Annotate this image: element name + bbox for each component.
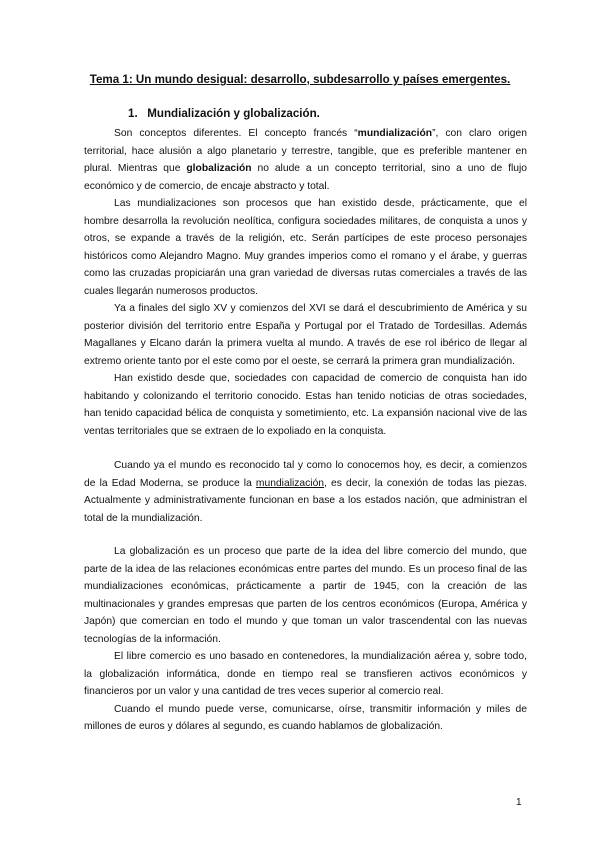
page-number: 1 — [516, 797, 522, 808]
term-globalizacion: globalización — [186, 163, 252, 174]
paragraph-4: Han existido desde que, sociedades con capacidad de comercio de conquista han ido habitando y colonizando el territorio conocido. Estas han tenido noticias de otras sociedades, han tenido capacidad bélica de conquista y sometimiento, etc. La expansión nacional vive de las ventas territoriales que se extraen de lo expoliado en la conquista. — [84, 373, 527, 437]
section-heading — [128, 107, 320, 120]
paragraph-8: Cuando el mundo puede verse, comunicarse, oírse, transmitir información y miles de millones de euros y dólares al segundo, es cuando hablamos de globalización. — [84, 703, 527, 732]
term-mundializacion: mundialización — [357, 128, 433, 139]
section-label: Mundialización y globalización. — [147, 107, 320, 120]
paragraph-5: Cuando ya el mundo es reconocido tal y como lo conocemos hoy, es decir, a comienzos de la Edad Moderna, se produce la mundialización, es decir, la conexión de todas las piezas. Actualmente y administrativamente funcionan en base a los estados nación, que administran el total de la mundialización. — [84, 460, 527, 524]
paragraph-7: El libre comercio es uno basado en contenedores, la mundialización aérea y, sobre todo, la globalización informática, donde en tiempo real se transfieren activos económicos y financieros por un valor y una cantidad de tres veces superior al comercio real. — [84, 651, 527, 697]
section-number: 1. — [128, 107, 138, 120]
document-body — [84, 125, 527, 736]
underlined-mundializacion: mundialización — [255, 477, 325, 489]
paragraph-1: Son conceptos diferentes. El concepto francés “mundialización”, con claro origen territorial, hace alusión a algo planetario y terrestre, tangible, que es preferible mantener en plural. Mientras que globalización no alude a un concepto territorial, sino a uno de flujo económico y de comercio, de encaje abstracto y total. — [84, 128, 528, 192]
paragraph-6: La globalización es un proceso que parte de la idea del libre comercio del mundo, que parte de la idea de las relaciones económicas entre partes del mundo. Es un proceso final de las mundializaciones económicas, prácticamente a partir de 1945, con la creación de las multinacionales y grandes empresas que parten de los centros económicos (Europa, América y Japón) que comercian en todo el mundo y que toman un valor trascendental con las nuevas tecnologías de la información. — [84, 546, 527, 645]
document-title: Tema 1: Un mundo desigual: desarrollo, subdesarrollo y países emergentes. — [89, 73, 511, 86]
paragraph-3: Ya a finales del siglo XV y comienzos del XVI se dará el descubrimiento de América y su posterior división del territorio entre España y Portugal por el Tratado de Tordesillas. Además Magallanes y Elcano darán la primera vuelta al mundo. A través de ese rol ibérico de llegar al extremo oriente tanto por el este como por el oeste, se cerrará la primera gran mundialización. — [84, 303, 527, 367]
paragraph-2: Las mundializaciones son procesos que han existido desde, prácticamente, que el hombre desarrolla la revolución neolítica, configura sociedades militares, de conquista a unos y otros, se expande a través de la religión, etc. Serán partícipes de este proceso personajes históricos como Alejandro Magno. Muy grandes imperios como el romano y el árabe, y guerras como las cruzadas propiciarán una gran variedad de diversas rutas comerciales a través de las cuales llegarán numerosos productos. — [84, 198, 527, 297]
